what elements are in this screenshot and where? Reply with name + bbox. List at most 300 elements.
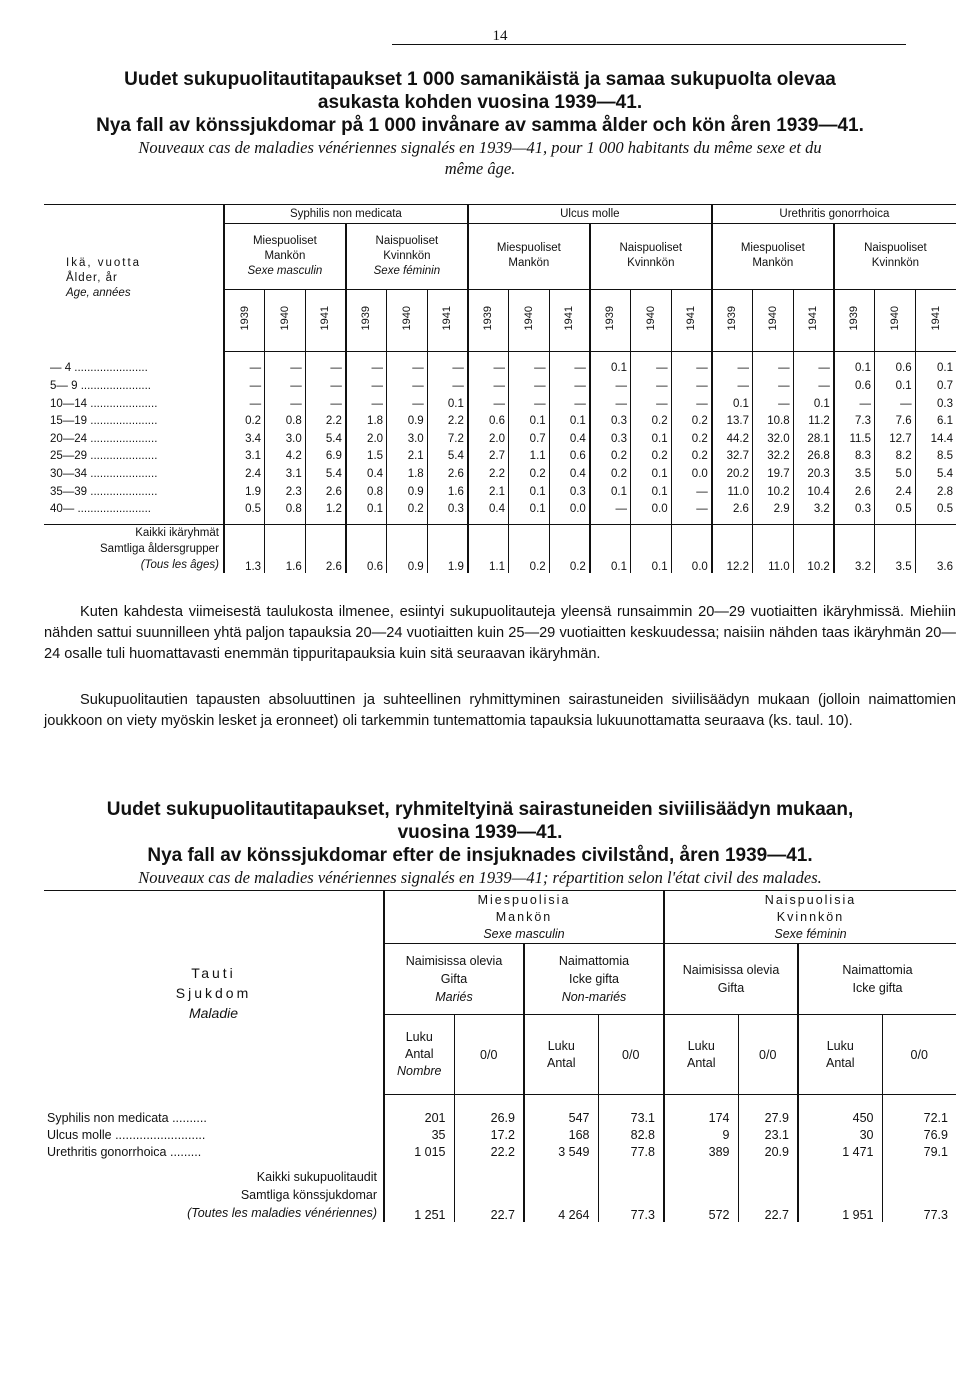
row-label [44, 448, 224, 466]
data-cell: 2.6 [712, 500, 753, 518]
data-cell: 0.0 [630, 500, 671, 518]
leader-dots: ..................... [87, 467, 158, 480]
year-label: 1939 [604, 306, 617, 331]
data-cell: — [265, 395, 306, 413]
data-cell: — [712, 351, 753, 377]
paragraph-1-text: Kuten kahdesta viimeisestä taulukosta ilmenee, esiintyi sukupuolitauteja yleensä runsaimmin 20—29 vuotiaitten ikäryhmissä. Miehiin nähden sattui suunnilleen yhtä paljon tapauksia 20—24 vuotiaitten kuin 25—29 vuotiaitten keskuudessa; naisiin nähden taas ikäryhmän 20—24 osalle tuli huomattavasti enemmän tippuritapauksia kuin sitä seuraavan ikäryhmän. [44, 604, 956, 662]
spacer-cell [598, 1095, 664, 1110]
data-cell: 10.8 [752, 412, 793, 430]
data-cell: 0.1 [834, 351, 875, 377]
data-cell: 2.8 [915, 483, 956, 501]
year-label: 1939 [360, 306, 373, 331]
year-header [671, 289, 712, 351]
row-label-text: 35—39 [50, 485, 88, 498]
year-header [265, 289, 306, 351]
total-cell: 3.6 [915, 524, 956, 573]
row-label-text: 30—34 [50, 467, 88, 480]
total-cell: 0.2 [549, 524, 590, 573]
table-row [44, 465, 956, 483]
data-cell: 4.2 [265, 448, 306, 466]
female-header-sv: Kvinnkön [776, 909, 845, 924]
data-cell: 79.1 [882, 1143, 956, 1160]
age-header-sv: Ålder, år [66, 271, 118, 284]
data-cell: — [549, 395, 590, 413]
total-cell: 77.3 [882, 1160, 956, 1222]
data-cell: 1.5 [346, 448, 387, 466]
year-label: 1940 [644, 306, 657, 331]
total-cell: 3.5 [874, 524, 915, 573]
data-cell: 2.7 [468, 448, 509, 466]
leader-dots: ..................... [87, 485, 158, 498]
data-cell: 0.4 [549, 430, 590, 448]
data-cell: — [305, 377, 346, 395]
total-cell: 0.0 [671, 524, 712, 573]
year-header [509, 289, 550, 351]
female-header [664, 891, 956, 944]
title1-fr-line1: Nouveaux cas de maladies vénériennes signalés en 1939—41, pour 1 000 habitants du même sexe et du [138, 138, 822, 157]
data-cell: 0.9 [387, 483, 428, 501]
title2-fr: Nouveaux cas de maladies vénériennes signalés en 1939—41; répartition selon l'état civil des malades. [138, 868, 822, 887]
spacer-cell [524, 1095, 598, 1110]
male-header-fi: Miespuolisia [477, 892, 571, 907]
disease-header-fi: Tauti [191, 964, 236, 981]
row-label-text: 15—19 [50, 415, 88, 428]
row-label-text: Syphilis non medicata [47, 1110, 169, 1125]
group-header-syphilis: Syphilis non medicata [224, 205, 468, 224]
data-cell: — [630, 377, 671, 395]
year-label: 1941 [685, 306, 698, 331]
subgroup-label: Miespuoliset [496, 242, 561, 255]
data-cell: — [793, 377, 834, 395]
row-label [44, 1109, 384, 1126]
female-header-fr: Sexe féminin [774, 926, 847, 941]
total-label-line: (Tous les âges) [140, 558, 219, 571]
data-cell: 19.7 [752, 465, 793, 483]
data-cell: 0.2 [671, 430, 712, 448]
data-cell: — [671, 395, 712, 413]
total-cell: 0.1 [590, 524, 631, 573]
year-label: 1940 [888, 306, 901, 331]
data-cell: 1.2 [305, 500, 346, 518]
row-label [44, 1143, 384, 1160]
total-cell: 3.2 [834, 524, 875, 573]
data-cell: — [265, 377, 306, 395]
data-cell: 8.3 [834, 448, 875, 466]
leader-dots: ..................... [87, 415, 158, 428]
married-male-sv: Gifta [440, 972, 468, 986]
data-cell: 0.7 [915, 377, 956, 395]
data-cell: 0.6 [468, 412, 509, 430]
count-header [798, 1015, 882, 1095]
row-label-text: 25—29 [50, 450, 88, 463]
data-cell: 174 [664, 1109, 738, 1126]
data-cell: 8.5 [915, 448, 956, 466]
data-cell: 1.1 [509, 448, 550, 466]
year-label: 1941 [441, 306, 454, 331]
data-cell: 12.7 [874, 430, 915, 448]
data-cell: 0.3 [427, 500, 468, 518]
data-cell: 0.6 [874, 351, 915, 377]
data-cell: 389 [664, 1143, 738, 1160]
table-row [44, 430, 956, 448]
count-header [384, 1015, 454, 1095]
data-cell: 0.1 [915, 351, 956, 377]
year-header [468, 289, 509, 351]
data-cell: — [509, 351, 550, 377]
year-header [305, 289, 346, 351]
year-label: 1940 [278, 306, 291, 331]
count-header-sv: Antal [687, 1055, 716, 1070]
data-cell: 2.6 [305, 483, 346, 501]
data-cell: 20.9 [738, 1143, 798, 1160]
data-cell: 0.1 [630, 430, 671, 448]
data-cell: 2.6 [427, 465, 468, 483]
row-label-text: 40— [50, 503, 75, 516]
data-cell: 0.1 [509, 483, 550, 501]
data-cell: 2.2 [427, 412, 468, 430]
row-label [44, 351, 224, 377]
data-cell: 0.1 [630, 483, 671, 501]
count-header-fi: Luku [405, 1030, 433, 1044]
subgroup-ureth-male [712, 223, 834, 289]
data-cell: — [346, 377, 387, 395]
total-cell: 1 251 [384, 1160, 454, 1222]
data-cell: 5.4 [915, 465, 956, 483]
data-cell: 0.8 [265, 500, 306, 518]
title-block-2 [0, 798, 960, 888]
data-cell: 7.3 [834, 412, 875, 430]
data-cell: — [630, 395, 671, 413]
data-cell: 73.1 [598, 1109, 664, 1126]
single-female-header [798, 944, 956, 1015]
data-cell: 0.1 [549, 412, 590, 430]
table-row [44, 1126, 956, 1143]
data-cell: — [630, 351, 671, 377]
year-label: 1940 [522, 306, 535, 331]
data-cell: 3 549 [524, 1143, 598, 1160]
data-cell: — [305, 395, 346, 413]
data-cell: 0.3 [590, 412, 631, 430]
year-header [793, 289, 834, 351]
data-cell: 0.1 [590, 483, 631, 501]
data-cell: 168 [524, 1126, 598, 1143]
total-cell: 1.3 [224, 524, 265, 573]
year-header [712, 289, 753, 351]
data-cell: — [752, 377, 793, 395]
data-cell: 0.0 [549, 500, 590, 518]
age-header [44, 205, 224, 352]
data-cell: — [671, 351, 712, 377]
data-cell: — [752, 351, 793, 377]
total-row [44, 1160, 956, 1222]
data-cell: 0.3 [549, 483, 590, 501]
data-cell: 0.2 [630, 412, 671, 430]
total-cell: 22.7 [454, 1160, 524, 1222]
data-cell: — [671, 483, 712, 501]
data-cell: 0.3 [590, 430, 631, 448]
row-label-text: — 4 [50, 362, 72, 375]
year-header [915, 289, 956, 351]
data-cell: — [712, 377, 753, 395]
title2-fi-line2: vuosina 1939—41. [397, 822, 563, 843]
data-cell: 2.4 [224, 465, 265, 483]
subgroup-syph-male [224, 223, 346, 289]
title2-sv: Nya fall av könssjukdomar efter de insjuknades civilstånd, åren 1939—41. [147, 845, 813, 866]
data-cell: 14.4 [915, 430, 956, 448]
data-cell: 0.5 [874, 500, 915, 518]
year-label: 1939 [726, 306, 739, 331]
count-header [664, 1015, 738, 1095]
data-cell: 1.9 [224, 483, 265, 501]
data-cell: — [468, 351, 509, 377]
data-cell: 3.1 [224, 448, 265, 466]
subgroup-ulcus-male [468, 223, 590, 289]
data-cell: — [224, 395, 265, 413]
table-row [44, 412, 956, 430]
data-cell: 2.2 [468, 465, 509, 483]
data-cell: — [752, 395, 793, 413]
total-label-line: (Toutes les maladies vénériennes) [187, 1206, 377, 1220]
married-male-header [384, 944, 524, 1015]
male-header-sv: Mankön [495, 909, 553, 924]
single-female-sv: Icke gifta [852, 981, 903, 995]
data-cell: — [590, 377, 631, 395]
row-label [44, 465, 224, 483]
percent-header: 0/0 [454, 1015, 524, 1095]
data-cell: — [509, 395, 550, 413]
data-cell: 2.9 [752, 500, 793, 518]
spacer-cell [384, 1095, 454, 1110]
row-label [44, 412, 224, 430]
count-header-fi: Luku [826, 1038, 854, 1053]
data-cell: 32.0 [752, 430, 793, 448]
paragraph-2-text: Sukupuolitautien tapausten absoluuttinen ja suhteellinen ryhmittyminen sairastuneiden siviilisäädyn mukaan (jolloin naimattomien joukkoon on viety myöskin lesket ja eronneet) oli tarkemmin tuntemattomia tapauksia lukuunottamatta seuraava (ks. taul. 10). [44, 692, 956, 729]
total-label [44, 1160, 384, 1222]
row-label-text: 10—14 [50, 397, 88, 410]
data-cell: 3.2 [793, 500, 834, 518]
total-cell: 77.3 [598, 1160, 664, 1222]
age-rate-table [44, 204, 956, 573]
title1-fi-line2: asukasta kohden vuosina 1939—41. [317, 92, 643, 113]
total-cell: 1.1 [468, 524, 509, 573]
married-female-sv: Gifta [717, 981, 745, 995]
year-header [752, 289, 793, 351]
data-cell: 6.9 [305, 448, 346, 466]
data-cell: 82.8 [598, 1126, 664, 1143]
total-label-line: Kaikki sukupuolitaudit [256, 1170, 377, 1184]
spacer-cell [454, 1095, 524, 1110]
data-cell: — [265, 351, 306, 377]
age-header-fi: Ikä, vuotta [66, 256, 142, 269]
female-header-fi: Naispuolisia [764, 892, 857, 907]
data-cell: 0.2 [509, 465, 550, 483]
year-header [549, 289, 590, 351]
data-cell: 547 [524, 1109, 598, 1126]
data-cell: 0.4 [549, 465, 590, 483]
title2-fi-line1: Uudet sukupuolitautitapaukset, ryhmiteltyinä sairastuneiden siviilisäädyn mukaan, [106, 799, 854, 820]
spacer-cell [882, 1095, 956, 1110]
data-cell: 10.4 [793, 483, 834, 501]
data-cell: 6.1 [915, 412, 956, 430]
data-cell: 3.0 [265, 430, 306, 448]
total-cell: 1.9 [427, 524, 468, 573]
data-cell: 11.0 [712, 483, 753, 501]
total-cell: 0.2 [509, 524, 550, 573]
year-label: 1940 [766, 306, 779, 331]
row-label-text: 20—24 [50, 432, 88, 445]
total-cell: 0.6 [346, 524, 387, 573]
disease-header-fr: Maladie [188, 1004, 239, 1021]
data-cell: 3.5 [834, 465, 875, 483]
subgroup-label: Kvinnkön [871, 257, 920, 270]
married-female-fi: Naimisissa olevia [682, 963, 780, 977]
data-cell: 13.7 [712, 412, 753, 430]
single-female-fi: Naimattomia [842, 963, 913, 977]
data-cell: 0.1 [509, 412, 550, 430]
single-male-sv: Icke gifta [568, 972, 620, 986]
subgroup-label: Miespuoliset [252, 234, 317, 247]
data-cell: — [834, 395, 875, 413]
year-label: 1941 [563, 306, 576, 331]
data-cell: — [549, 351, 590, 377]
data-cell: 0.2 [671, 448, 712, 466]
data-cell: 1.6 [427, 483, 468, 501]
subgroup-label: Sexe féminin [373, 264, 441, 277]
row-label [44, 483, 224, 501]
subgroup-syph-female [346, 223, 468, 289]
male-header-fr: Sexe masculin [483, 926, 565, 941]
data-cell: 0.4 [346, 465, 387, 483]
data-cell: — [793, 351, 834, 377]
data-cell: 3.0 [387, 430, 428, 448]
leader-dots: .......................... [111, 1127, 206, 1142]
data-cell: 0.4 [468, 500, 509, 518]
count-header-fi: Luku [687, 1038, 715, 1053]
data-cell: — [427, 377, 468, 395]
total-row [44, 524, 956, 573]
data-cell: — [874, 395, 915, 413]
data-cell: — [549, 377, 590, 395]
data-cell: 2.1 [468, 483, 509, 501]
data-cell: 0.2 [630, 448, 671, 466]
data-cell: 1 471 [798, 1143, 882, 1160]
table-row [44, 1109, 956, 1126]
data-cell: 27.9 [738, 1109, 798, 1126]
data-cell: — [346, 351, 387, 377]
data-cell: — [305, 351, 346, 377]
data-cell: 26.8 [793, 448, 834, 466]
total-cell: 1 951 [798, 1160, 882, 1222]
year-label: 1941 [929, 306, 942, 331]
data-cell: 0.1 [793, 395, 834, 413]
table-row [44, 448, 956, 466]
data-cell: 5.4 [427, 448, 468, 466]
title1-fi-line1: Uudet sukupuolitautitapaukset 1 000 samanikäistä ja samaa sukupuolta olevaa [124, 69, 836, 90]
data-cell: 450 [798, 1109, 882, 1126]
year-label: 1941 [807, 306, 820, 331]
data-cell: 0.7 [509, 430, 550, 448]
subgroup-label: Mankön [264, 249, 306, 262]
data-cell: — [509, 377, 550, 395]
data-cell: 32.2 [752, 448, 793, 466]
data-cell: — [671, 377, 712, 395]
total-cell: 2.6 [305, 524, 346, 573]
row-label-text: 5— 9 [50, 379, 78, 392]
married-female-header [664, 944, 798, 1015]
leader-dots: ......... [166, 1144, 202, 1159]
row-label [44, 500, 224, 518]
age-header-fr: Age, années [66, 286, 131, 299]
data-cell: 0.2 [590, 465, 631, 483]
header-rule [392, 44, 906, 45]
year-label: 1939 [238, 306, 251, 331]
year-label: 1941 [319, 306, 332, 331]
spacer-cell [798, 1095, 882, 1110]
count-header-fr: Nombre [397, 1064, 442, 1078]
spacer-cell [738, 1095, 798, 1110]
data-cell: 7.6 [874, 412, 915, 430]
data-cell: 2.1 [387, 448, 428, 466]
data-cell: — [671, 500, 712, 518]
data-cell: 2.0 [346, 430, 387, 448]
data-cell: 7.2 [427, 430, 468, 448]
count-header [524, 1015, 598, 1095]
subgroup-ulcus-female [590, 223, 712, 289]
subgroup-label: Kvinnkön [627, 257, 675, 270]
data-cell: 8.2 [874, 448, 915, 466]
percent-header: 0/0 [598, 1015, 664, 1095]
row-label-text: Urethritis gonorrhoica [47, 1144, 167, 1159]
data-cell: 76.9 [882, 1126, 956, 1143]
table-row [44, 351, 956, 377]
total-cell: 10.2 [793, 524, 834, 573]
spacer-cell [664, 1095, 738, 1110]
data-cell: 2.3 [265, 483, 306, 501]
paragraph-2 [44, 690, 956, 732]
data-cell: 35 [384, 1126, 454, 1143]
year-header [590, 289, 631, 351]
data-cell: 1 015 [384, 1143, 454, 1160]
data-cell: 0.1 [874, 377, 915, 395]
leader-dots: ..................... [87, 432, 158, 445]
data-cell: 23.1 [738, 1126, 798, 1143]
data-cell: 1.8 [346, 412, 387, 430]
data-cell: 20.3 [793, 465, 834, 483]
year-label: 1939 [482, 306, 495, 331]
title-block-1 [0, 68, 960, 179]
total-cell: 22.7 [738, 1160, 798, 1222]
data-cell: 3.1 [265, 465, 306, 483]
page-number: 14 [492, 28, 508, 44]
count-header-sv: Antal [826, 1055, 855, 1070]
leader-dots: ..................... [87, 450, 158, 463]
table-row [44, 1143, 956, 1160]
data-cell: 5.0 [874, 465, 915, 483]
subgroup-label: Kvinnkön [383, 249, 431, 262]
total-cell: 12.2 [712, 524, 753, 573]
data-cell: 0.6 [549, 448, 590, 466]
data-cell: 5.4 [305, 465, 346, 483]
data-cell: 0.2 [387, 500, 428, 518]
data-cell: 0.1 [712, 395, 753, 413]
data-cell: 44.2 [712, 430, 753, 448]
table-row [44, 377, 956, 395]
married-male-fr: Mariés [435, 990, 473, 1004]
spacer-row [44, 1095, 956, 1110]
data-cell: 32.7 [712, 448, 753, 466]
total-cell: 0.1 [630, 524, 671, 573]
total-label [44, 524, 224, 573]
